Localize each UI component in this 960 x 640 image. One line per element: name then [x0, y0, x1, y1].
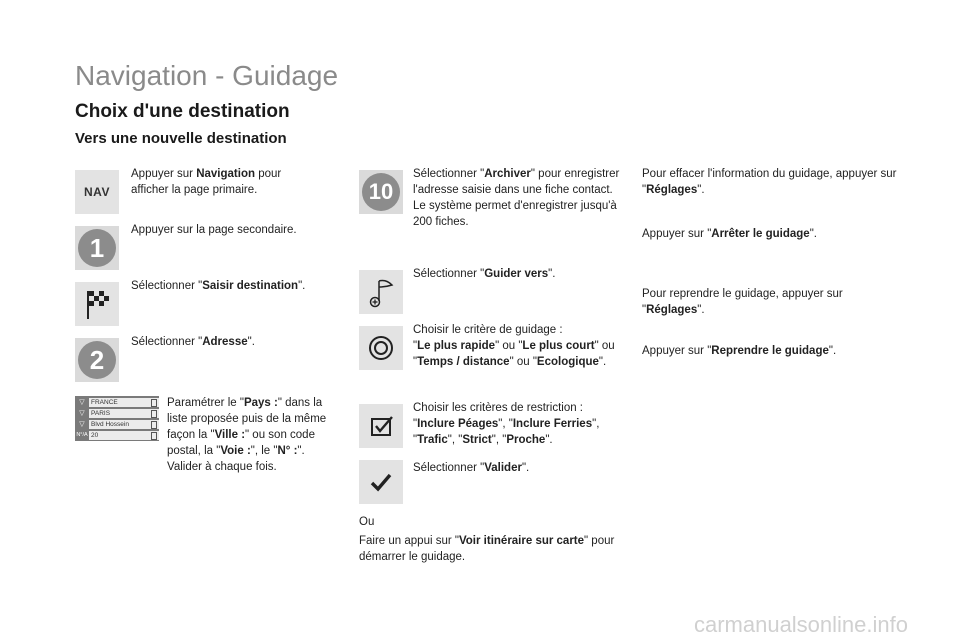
section-heading: Choix d'une destination: [75, 101, 290, 122]
validate-check-icon: [359, 460, 403, 504]
instruction-saisir-destination: Sélectionner "Saisir destination".: [131, 280, 306, 292]
subsection-heading: Vers une nouvelle destination: [75, 130, 287, 147]
step-2-number: 2: [78, 341, 116, 379]
step-10-number: 10: [362, 173, 400, 211]
instruction-effacer-guidage: Pour effacer l'information du guidage, appuyer sur "Réglages".: [642, 168, 897, 196]
instruction-reprendre-reglages: Pour reprendre le guidage, appuyer sur "Réglages".: [642, 288, 843, 316]
instruction-reprendre-guidage: Appuyer sur "Reprendre le guidage".: [642, 345, 837, 357]
form-row-label: ▽: [79, 421, 85, 428]
instruction-voir-itineraire: Faire un appui sur "Voir itinéraire sur carte" pour démarrer le guidage.: [359, 535, 615, 563]
checkbox-icon: [151, 410, 157, 418]
form-row-value: [89, 398, 159, 407]
instruction-arreter-guidage: Appuyer sur "Arrêter le guidage".: [642, 228, 817, 240]
form-row-value: [89, 431, 159, 440]
form-row-label: ▽: [79, 410, 85, 417]
step-1-number: 1: [78, 229, 116, 267]
form-row: [75, 397, 159, 407]
instruction-navigation: Appuyer sur Navigation pour afficher la page primaire.: [131, 168, 282, 196]
form-row-text: PARIS: [91, 409, 111, 417]
nav-button-icon: [75, 170, 119, 214]
step-2-icon: [75, 338, 119, 382]
instruction-restriction-criteria: Choisir les critères de restriction : "Inclure Péages", "Inclure Ferries", "Trafic", "Strict", "Proche".: [413, 402, 600, 446]
form-row: [75, 408, 159, 418]
instruction-adresse: Sélectionner "Adresse".: [131, 336, 255, 348]
checkbox-icon: [151, 432, 157, 440]
nav-label: NAV: [84, 185, 110, 199]
checkered-flag-icon: [75, 282, 119, 326]
instruction-parametrer: Paramétrer le "Pays :" dans la liste proposée puis de la même façon la "Ville :" ou son code postal, la "Voie :", le "N° :". Valider à chaque fois.: [167, 397, 327, 473]
instruction-guidage-criteria: Choisir le critère de guidage : "Le plus rapide" ou "Le plus court" ou "Temps / distance" ou "Ecologique".: [413, 324, 615, 368]
instruction-secondary-page: Appuyer sur la page secondaire.: [131, 224, 297, 236]
address-form-thumbnail: [75, 396, 159, 441]
checkbox-icon: [151, 399, 157, 407]
form-row-value: [89, 420, 159, 429]
page-title: Navigation - Guidage: [75, 60, 339, 91]
restriction-criteria-icon: [359, 404, 403, 448]
watermark: carmanualsonline.info: [693, 612, 908, 637]
guide-to-flag-icon: [359, 270, 403, 314]
step-1-icon: [75, 226, 119, 270]
form-row-value: [89, 409, 159, 418]
or-separator: Ou: [359, 516, 375, 528]
form-row-text: Blvd Hossein: [91, 420, 129, 428]
form-row-label: N°/A: [76, 432, 88, 438]
instruction-archiver: Sélectionner "Archiver" pour enregistrer l'adresse saisie dans une fiche contact. Le système permet d'enregistrer jusqu'à 200 fiches.: [413, 168, 620, 228]
form-row-label: ▽: [79, 399, 85, 406]
step-10-icon: [359, 170, 403, 214]
guidance-criteria-icon: [359, 326, 403, 370]
checkbox-icon: [151, 421, 157, 429]
instruction-valider: Sélectionner "Valider".: [413, 462, 530, 474]
form-row: [75, 419, 159, 429]
form-row-text: 20: [91, 431, 99, 439]
form-row: [75, 430, 159, 440]
form-row-text: FRANCE: [91, 398, 118, 406]
instruction-guider-vers: Sélectionner "Guider vers".: [413, 268, 556, 280]
